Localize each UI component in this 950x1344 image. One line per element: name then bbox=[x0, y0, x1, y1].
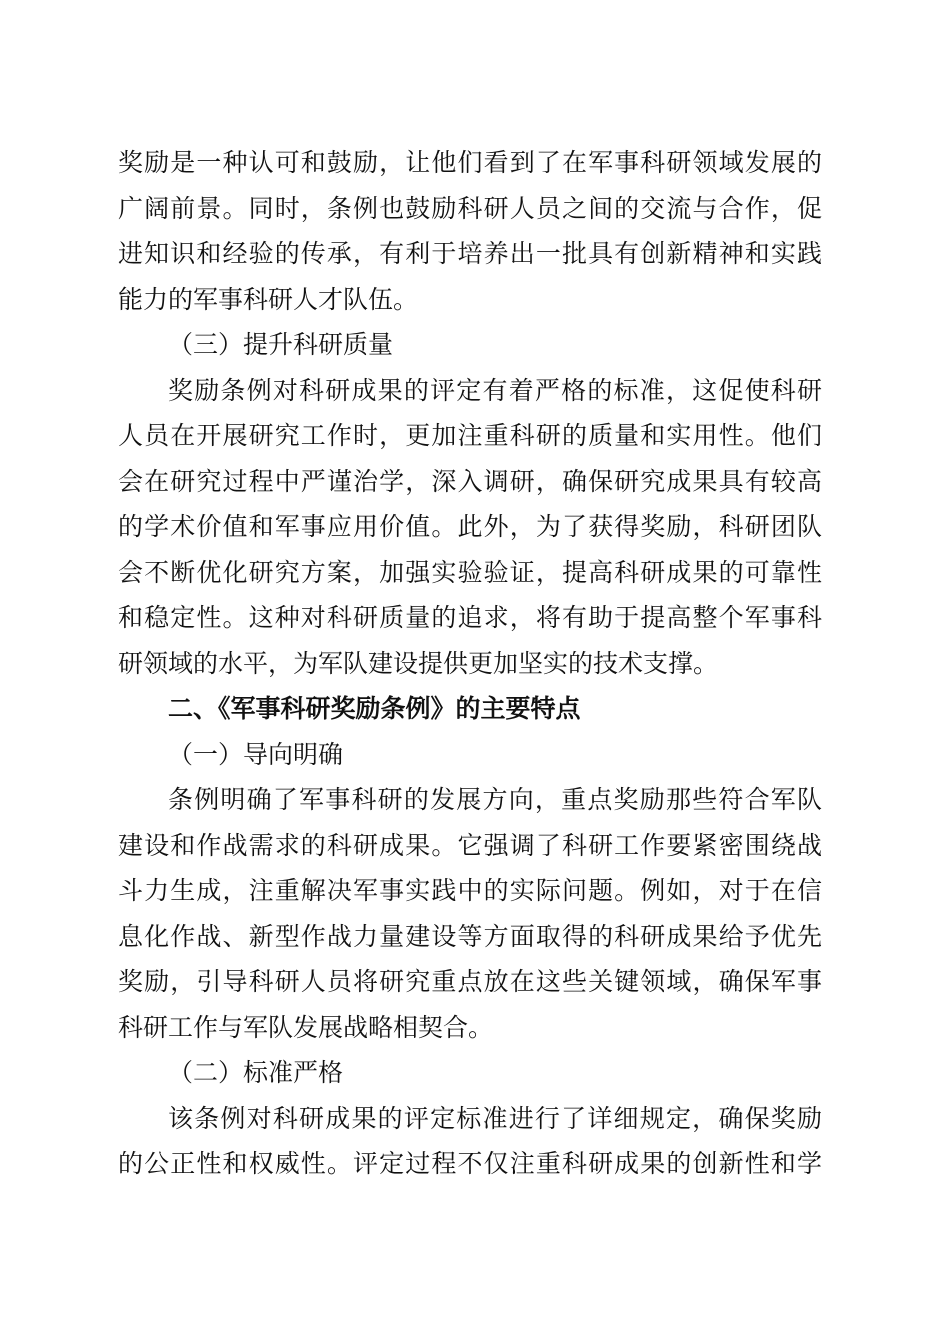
text-line: 会在研究过程中严谨治学，深入调研，确保研究成果具有较高 bbox=[118, 466, 822, 496]
text-line: 进知识和经验的传承，有利于培养出一批具有创新精神和实践 bbox=[118, 239, 822, 268]
paragraph bbox=[118, 368, 822, 687]
paragraph bbox=[118, 140, 822, 322]
section-heading: 二、《军事科研奖励条例》的主要特点 bbox=[168, 694, 581, 723]
paragraph bbox=[118, 777, 822, 1050]
text-line: 条例明确了军事科研的发展方向，重点奖励那些符合军队 bbox=[168, 785, 822, 814]
text-line: 和稳定性。这种对科研质量的追求，将有助于提高整个军事科 bbox=[118, 603, 822, 632]
section-subheading: （二）标准严格 bbox=[168, 1058, 344, 1087]
text-line: 奖励条例对科研成果的评定有着严格的标准，这促使科研 bbox=[168, 375, 822, 405]
text-line: 能力的军事科研人才队伍。 bbox=[118, 284, 419, 314]
document-body bbox=[118, 140, 822, 1187]
text-line: 科研工作与军队发展战略相契合。 bbox=[118, 1012, 494, 1042]
paragraph bbox=[118, 1096, 822, 1187]
text-line: 研领域的水平，为军队建设提供更加坚实的技术支撑。 bbox=[118, 648, 719, 678]
text-line: 广阔前景。同时，条例也鼓励科研人员之间的交流与合作，促 bbox=[118, 193, 822, 223]
text-line: 人员在开展研究工作时，更加注重科研的质量和实用性。他们 bbox=[118, 421, 822, 450]
section-subheading: （三）提升科研质量 bbox=[168, 330, 394, 359]
text-line: 建设和作战需求的科研成果。它强调了科研工作要紧密围绕战 bbox=[118, 830, 822, 860]
text-line: 奖励是一种认可和鼓励，让他们看到了在军事科研领域发展的 bbox=[118, 148, 822, 177]
text-line: 会不断优化研究方案，加强实验验证，提高科研成果的可靠性 bbox=[118, 557, 822, 587]
text-line: 息化作战、新型作战力量建设等方面取得的科研成果给予优先 bbox=[118, 921, 822, 951]
text-line: 的学术价值和军事应用价值。此外，为了获得奖励，科研团队 bbox=[118, 512, 822, 541]
text-line: 斗力生成，注重解决军事实践中的实际问题。例如，对于在信 bbox=[118, 876, 822, 905]
section-subheading: （一）导向明确 bbox=[168, 739, 344, 769]
text-line: 的公正性和权威性。评定过程不仅注重科研成果的创新性和学 bbox=[118, 1149, 822, 1178]
text-line: 该条例对科研成果的评定标准进行了详细规定，确保奖励 bbox=[168, 1103, 822, 1133]
text-line: 奖励，引导科研人员将研究重点放在这些关键领域，确保军事 bbox=[118, 967, 822, 996]
